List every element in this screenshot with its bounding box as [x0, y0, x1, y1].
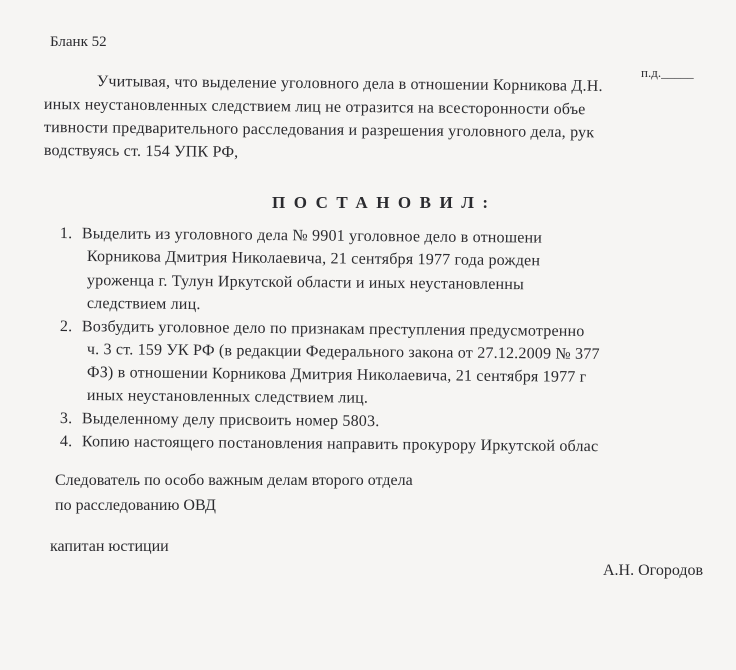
signature-position: Следователь по особо важным делам второго отдела: [55, 472, 413, 489]
list-item: [60, 225, 542, 248]
form-label: Бланк 52: [50, 34, 107, 50]
item-number: 3.: [59, 410, 73, 428]
signature-department: по расследованию ОВД: [55, 497, 216, 514]
list-item: [60, 410, 380, 431]
item-text: Возбудить уголовное дело по признакам преступления предусмотренно: [81, 318, 585, 341]
item-text: Выделенному делу присвоить номер 5803.: [81, 410, 380, 431]
item-number: 2.: [59, 318, 73, 336]
preamble-line: Учитывая, что выделение уголовного дела в отношении Корникова Д.Н.: [96, 73, 603, 95]
page-reference: п.д._____: [641, 65, 694, 80]
item-text: Копию настоящего постановления направить прокурору Иркутской облас: [81, 433, 599, 456]
signature-rank: капитан юстиции: [50, 538, 169, 555]
item-number: 4.: [59, 433, 73, 451]
item-number: 1.: [59, 225, 73, 243]
list-item: [60, 318, 585, 341]
signature-name: А.Н. Огородов: [603, 562, 704, 579]
list-item: [60, 433, 599, 456]
document-title: ПОСТАНОВИЛ:: [272, 193, 497, 212]
item-continuation: уроженца г. Тулун Иркутской области и иных неустановленны: [86, 272, 525, 294]
item-continuation: ФЗ) в отношении Корникова Дмитрия Николаевича, 21 сентября 1977 г: [86, 364, 587, 386]
item-text: Выделить из уголовного дела № 9901 уголовное дело в отношени: [81, 225, 543, 247]
item-continuation: Корникова Дмитрия Николаевича, 21 сентября 1977 года рожден: [86, 248, 541, 270]
preamble-line: иных неустановленных следствием лиц не отразится на всесторонности объе: [43, 96, 586, 119]
item-continuation: иных неустановленных следствием лиц.: [86, 387, 369, 407]
preamble-line: водствуясь ст. 154 УПК РФ,: [43, 142, 239, 161]
preamble-line: тивности предварительного расследования и разрешения уголовного дела, рук: [43, 119, 595, 142]
item-continuation: ч. 3 ст. 159 УК РФ (в редакции Федерального закона от 27.12.2009 № 377: [86, 341, 600, 363]
item-continuation: следствием лиц.: [86, 295, 201, 314]
